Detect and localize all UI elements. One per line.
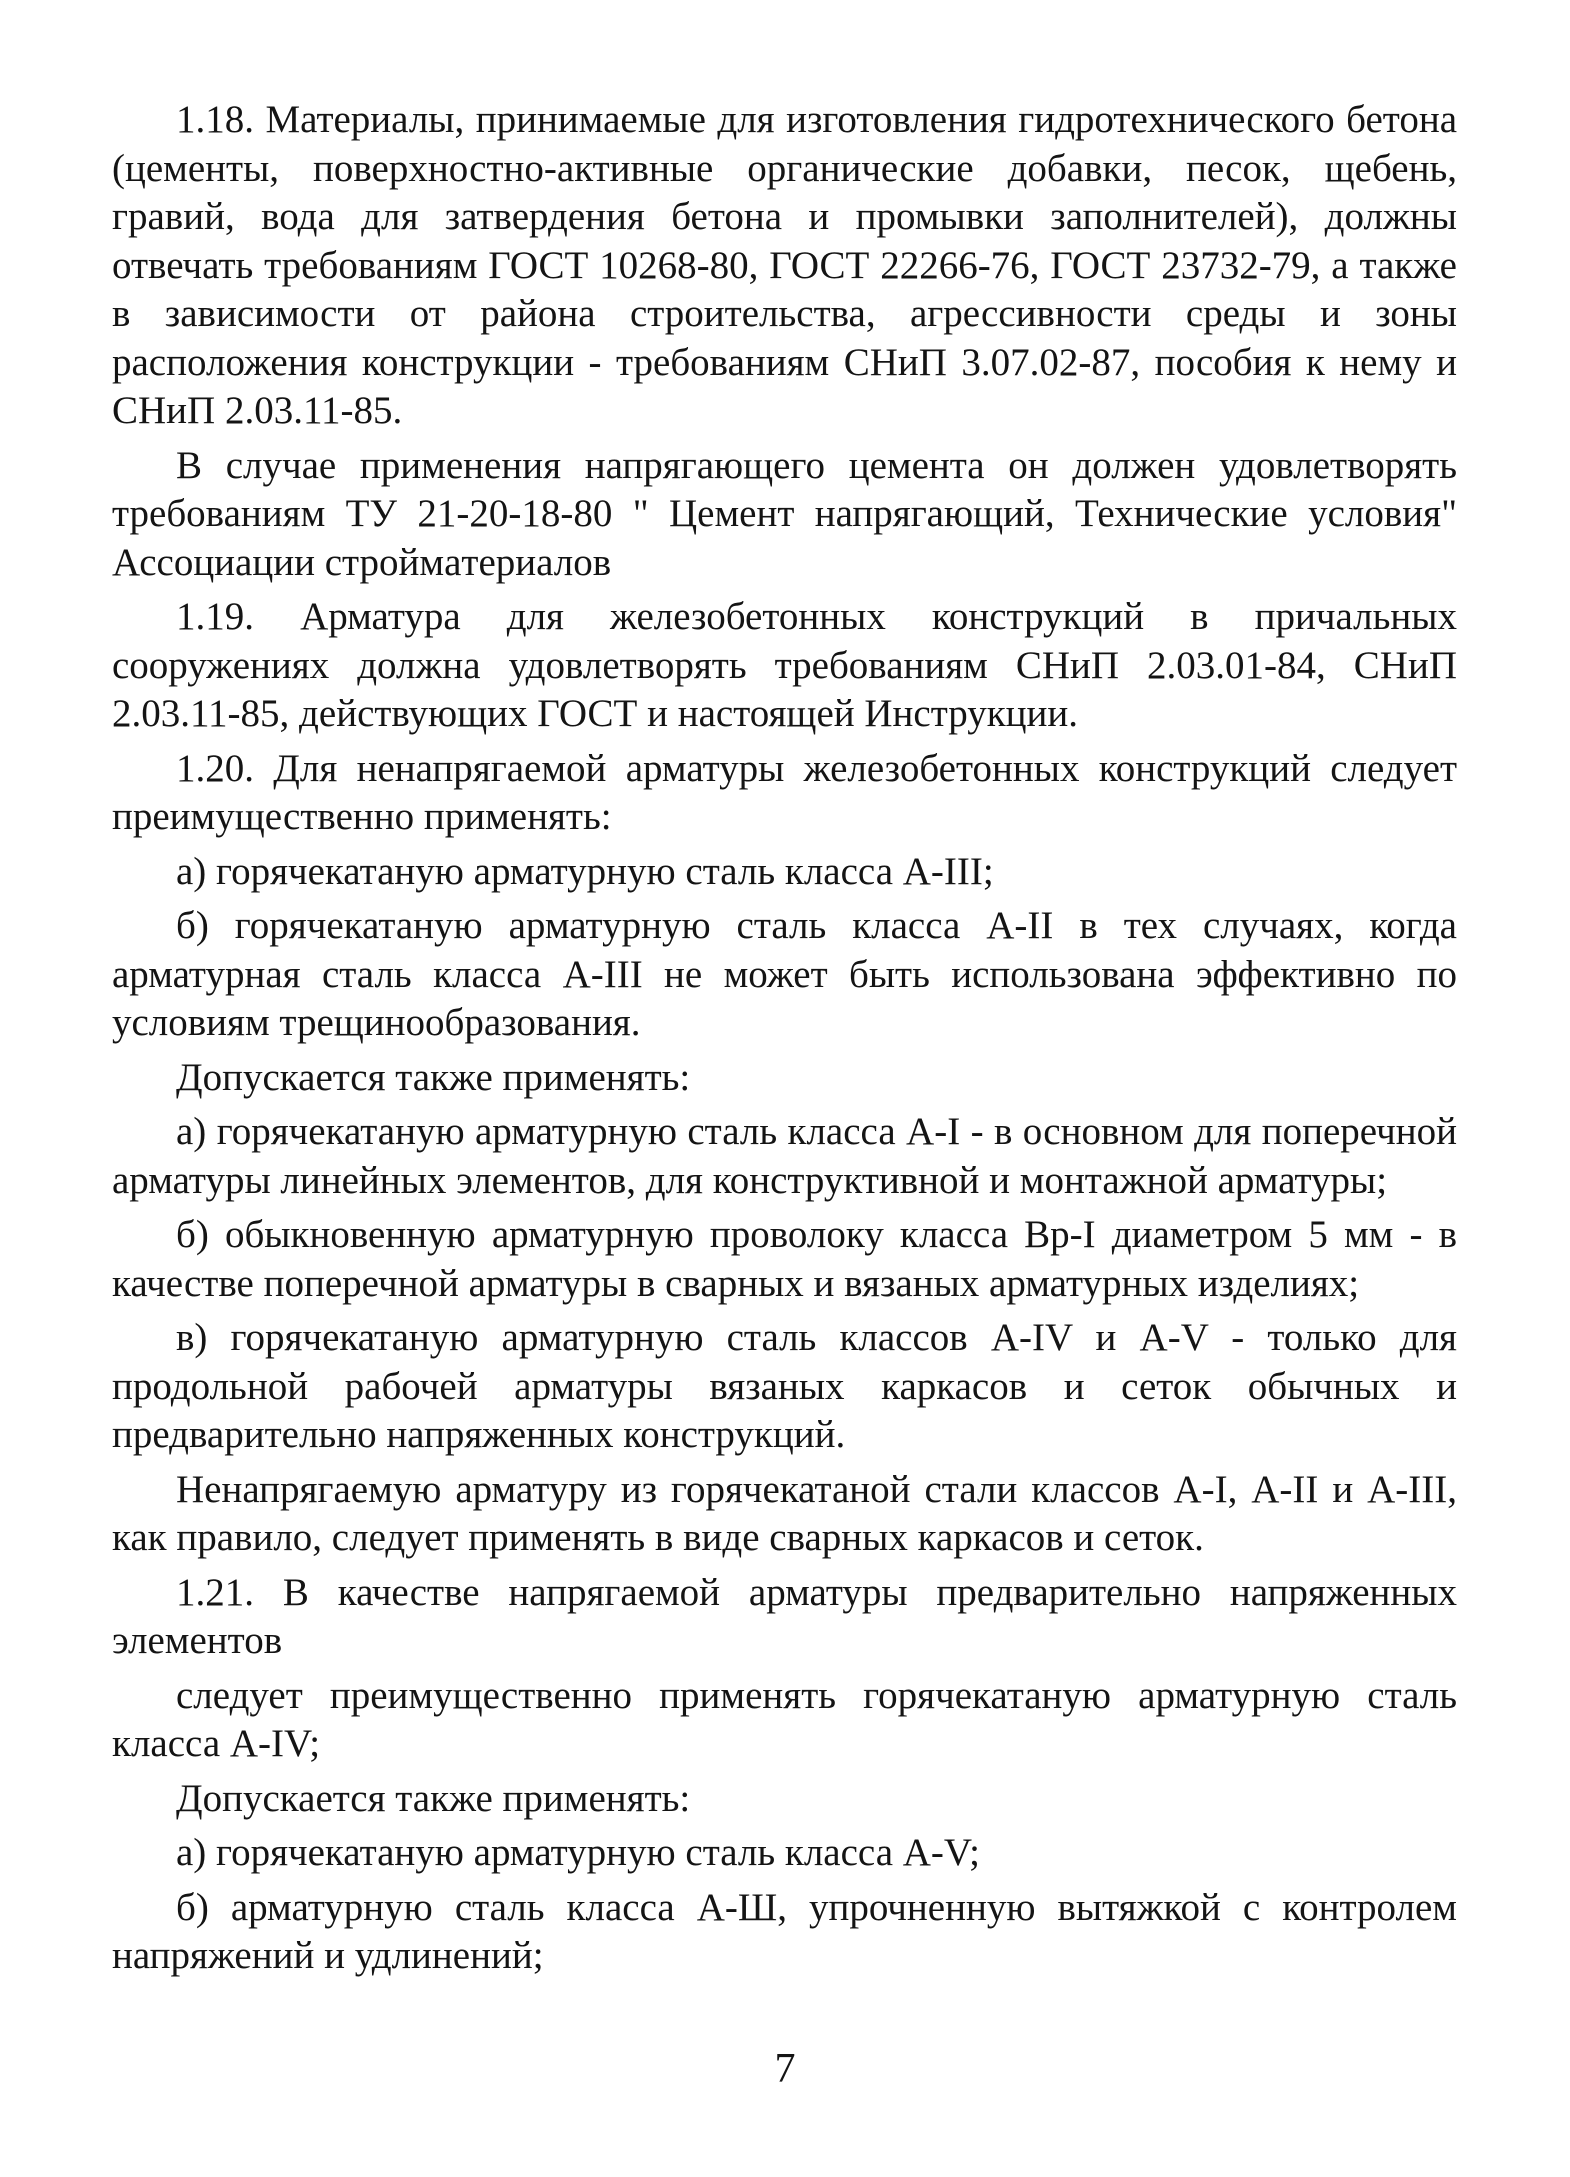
paragraph-cement: В случае применения напрягающего цемента он должен удовлетворять требованиям ТУ 21-20-18-80 " Цемент напрягающий, Технические условия" Ассоциации строймaтериалов xyxy=(112,443,1457,584)
document-page xyxy=(112,96,1457,1987)
paragraph-1-19: 1.19. Арматура для железобетонных конструкций в причальных сооружениях должна удовлетворять требованиям СНиП 2.03.01-84, СНиП 2.03.11-85, действующих ГОСТ и настоящей Инструкции. xyxy=(112,595,1457,735)
list-item-a-I: а) горячекатаную арматурную сталь класса А-I - в основном для поперечной арматуры линейных элементов, для конструктивной и монтажной арматуры; xyxy=(112,1110,1457,1202)
list-item-v-IV-V: в) горячекатаную арматурную сталь классов А-IV и А-V - только для продольной рабочей арматуры вязаных каркасов и сеток обычных и предварительно напряженных конструкций. xyxy=(112,1316,1457,1456)
paragraph-welded-frames: Ненапрягаемую арматуру из горячекатаной стали классов А-I, А-II и А-III, как правило, следует применять в виде сварных каркасов и сеток. xyxy=(112,1467,1457,1559)
list-item-a-III: а) горячекатаную арматурную сталь класса А-III; xyxy=(176,849,994,893)
list-item-b-III-stretched: б) арматурную сталь класса А-Ш, упрочненную вытяжкой с контролем напряжений и удлинений; xyxy=(112,1885,1457,1977)
paragraph-1-21: 1.21. В качестве напрягаемой арматуры предварительно напряженных элементов xyxy=(112,1570,1457,1662)
list-item-b-wire: б) обыкновенную арматурную проволоку класса Вр-I диаметром 5 мм - в качестве поперечной арматуры в сварных и вязаных арматурных изделиях; xyxy=(112,1213,1457,1305)
paragraph-1-18: 1.18. Материалы, принимаемые для изготовления гидротехнического бетона (цементы, поверхностно-активные органические добавки, песок, щебень, гравий, вода для затвердения бетона и промывки заполнителей), должны отвечать требованиям ГОСТ 10268-80, ГОСТ 22266-76, ГОСТ 23732-79, а также в зависимости от района строительства, агрессивности среды и зоны расположения конструкции - требованиям СНиП 3.07.02-87, пособия к нему и СНиП 2.03.11-85. xyxy=(112,98,1457,432)
paragraph-also-allowed: Допускается также применять: xyxy=(176,1055,691,1099)
paragraph-1-21-continued: следует преимущественно применять горячекатаную арматурную сталь класса А-IV; xyxy=(112,1673,1457,1765)
paragraph-also-allowed-2: Допускается также применять: xyxy=(176,1776,691,1820)
page-number: 7 xyxy=(774,2046,796,2092)
paragraph-1-20: 1.20. Для ненапрягаемой арматуры железобетонных конструкций следует преимущественно применять: xyxy=(112,746,1457,838)
list-item-b-II: б) горячекатаную арматурную сталь класса А-II в тех случаях, когда арматурная сталь класса А-III не может быть использована эффективно по условиям трещинообразования. xyxy=(112,904,1457,1044)
list-item-a-V: а) горячекатаную арматурную сталь класса А-V; xyxy=(176,1831,981,1874)
